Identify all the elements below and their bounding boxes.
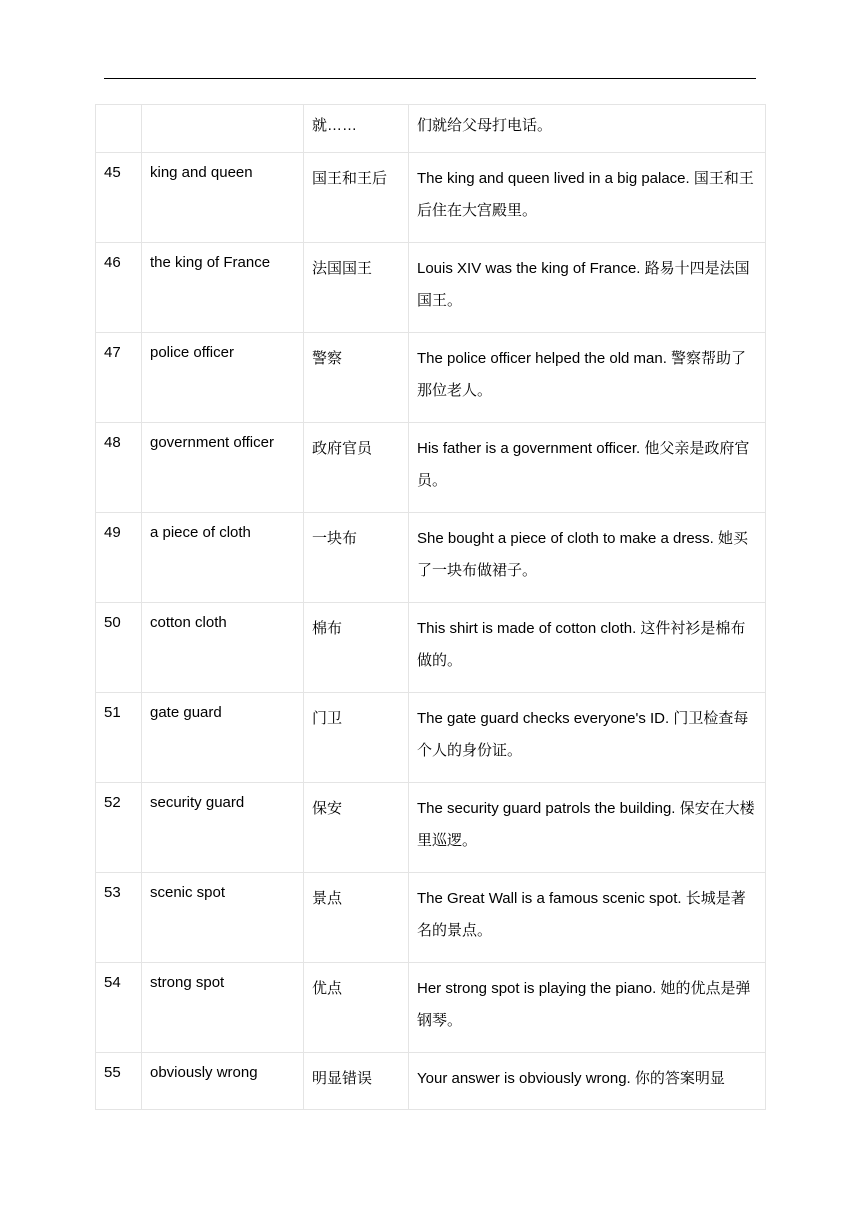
phrase: scenic spot xyxy=(142,873,304,963)
example-sentence: The Great Wall is a famous scenic spot. 长城是著名的景点。 xyxy=(409,873,766,963)
row-number: 46 xyxy=(96,243,142,333)
row-number: 48 xyxy=(96,423,142,513)
phrase: strong spot xyxy=(142,963,304,1053)
table-row xyxy=(96,783,766,873)
vocabulary-table xyxy=(95,104,766,1110)
phrase: security guard xyxy=(142,783,304,873)
meaning: 保安 xyxy=(304,783,409,873)
row-number: 52 xyxy=(96,783,142,873)
example-sentence: The gate guard checks everyone's ID. 门卫检查每个人的身份证。 xyxy=(409,693,766,783)
table-row xyxy=(96,603,766,693)
table-row xyxy=(96,873,766,963)
example-sentence: This shirt is made of cotton cloth. 这件衬衫是棉布做的。 xyxy=(409,603,766,693)
table-row xyxy=(96,693,766,783)
phrase: government officer xyxy=(142,423,304,513)
meaning: 优点 xyxy=(304,963,409,1053)
table-row xyxy=(96,963,766,1053)
meaning: 国王和王后 xyxy=(304,153,409,243)
example-sentence: She bought a piece of cloth to make a dress. 她买了一块布做裙子。 xyxy=(409,513,766,603)
example-sentence: 们就给父母打电话。 xyxy=(409,105,766,153)
row-number: 50 xyxy=(96,603,142,693)
example-sentence: The security guard patrols the building. 保安在大楼里巡逻。 xyxy=(409,783,766,873)
phrase: a piece of cloth xyxy=(142,513,304,603)
meaning: 明显错误 xyxy=(304,1053,409,1110)
phrase: police officer xyxy=(142,333,304,423)
phrase: cotton cloth xyxy=(142,603,304,693)
example-sentence: Her strong spot is playing the piano. 她的优点是弹钢琴。 xyxy=(409,963,766,1053)
header-rule xyxy=(104,78,756,79)
meaning: 景点 xyxy=(304,873,409,963)
row-number: 54 xyxy=(96,963,142,1053)
phrase: obviously wrong xyxy=(142,1053,304,1110)
table-row xyxy=(96,333,766,423)
table-row xyxy=(96,423,766,513)
table-row xyxy=(96,1053,766,1110)
meaning: 政府官员 xyxy=(304,423,409,513)
meaning: 一块布 xyxy=(304,513,409,603)
example-sentence: The police officer helped the old man. 警察帮助了那位老人。 xyxy=(409,333,766,423)
table-row xyxy=(96,105,766,153)
meaning: 警察 xyxy=(304,333,409,423)
row-number: 51 xyxy=(96,693,142,783)
row-number: 53 xyxy=(96,873,142,963)
phrase: king and queen xyxy=(142,153,304,243)
meaning: 门卫 xyxy=(304,693,409,783)
table-row xyxy=(96,243,766,333)
row-number: 49 xyxy=(96,513,142,603)
phrase: the king of France xyxy=(142,243,304,333)
phrase: gate guard xyxy=(142,693,304,783)
row-number: 47 xyxy=(96,333,142,423)
table-row xyxy=(96,513,766,603)
row-number: 45 xyxy=(96,153,142,243)
example-sentence: Your answer is obviously wrong. 你的答案明显 xyxy=(409,1053,766,1110)
row-number xyxy=(96,105,142,153)
table-row xyxy=(96,153,766,243)
example-sentence: The king and queen lived in a big palace. 国王和王后住在大宫殿里。 xyxy=(409,153,766,243)
row-number: 55 xyxy=(96,1053,142,1110)
example-sentence: Louis XIV was the king of France. 路易十四是法国国王。 xyxy=(409,243,766,333)
phrase xyxy=(142,105,304,153)
meaning: 法国国王 xyxy=(304,243,409,333)
meaning: 就…… xyxy=(304,105,409,153)
meaning: 棉布 xyxy=(304,603,409,693)
example-sentence: His father is a government officer. 他父亲是政府官员。 xyxy=(409,423,766,513)
